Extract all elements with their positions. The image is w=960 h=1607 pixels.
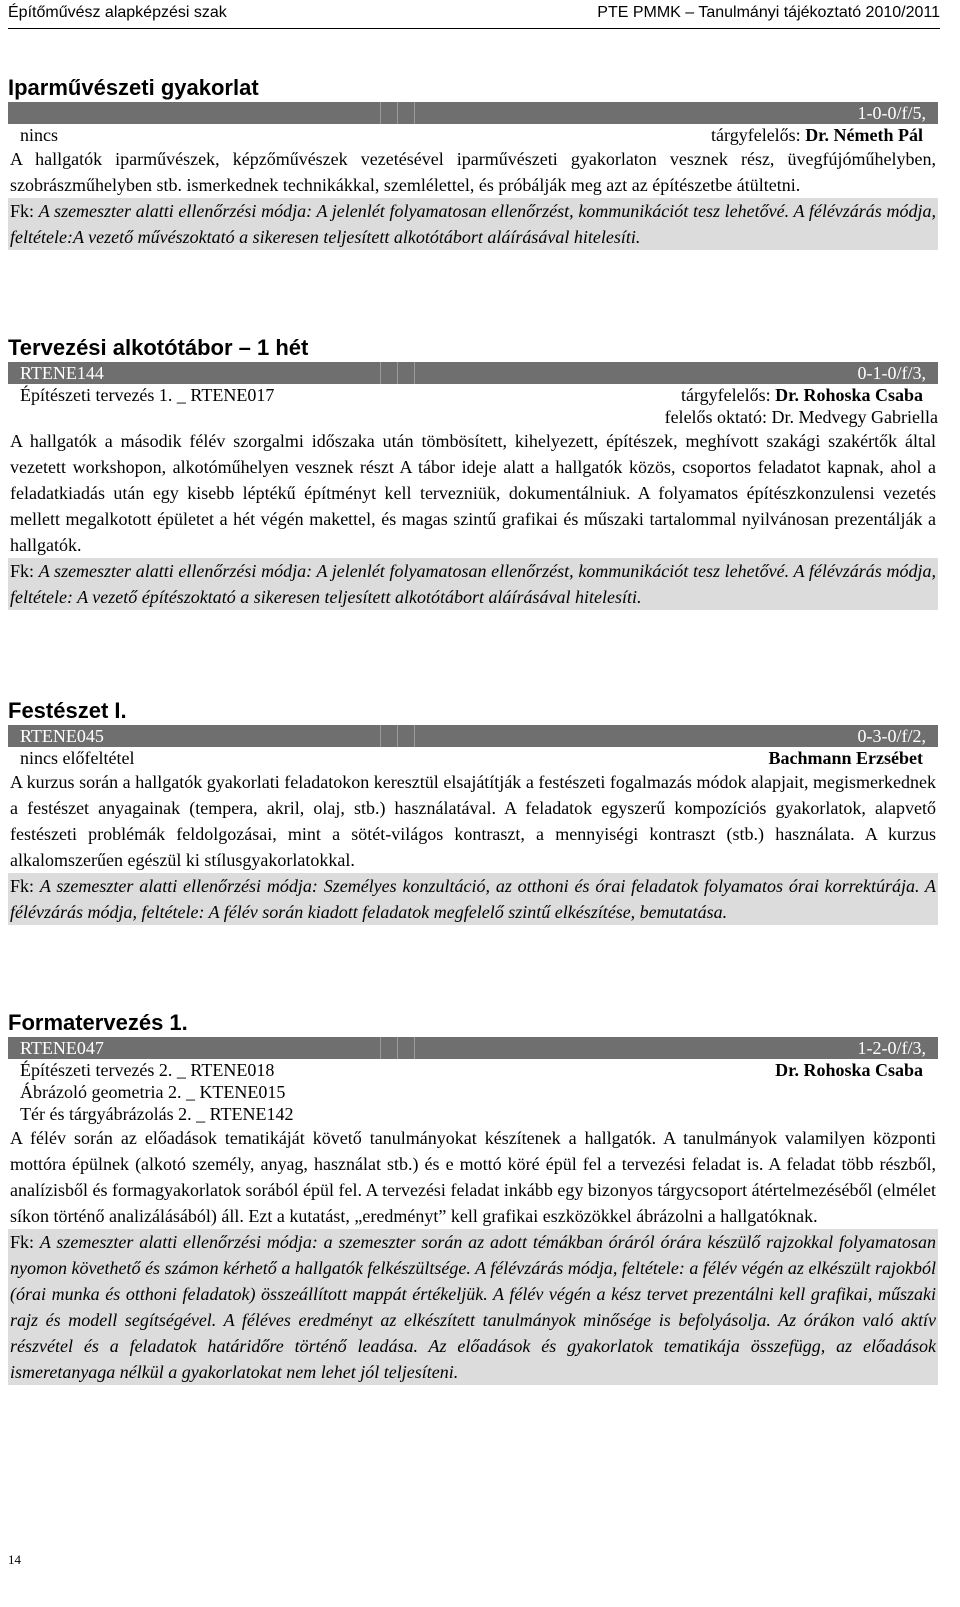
assessment-label: Fk: (10, 1232, 40, 1252)
course-meta (20, 124, 923, 146)
course-description: A hallgatók a második félév szorgalmi időszaka után tömbösített, kihelyezett, építészek, meghívott szakági szakértők által vezetett workshopon, alkotóműhelyen vesznek részt A tábor ideje alatt a hallgatók közös, csoportos feladatot kapnak, ahol a feladatkiadás után egy kisebb léptékű építményt kell tervezniük, dokumentálniuk. A folyamatos építészkonzulensi vezetés mellett megalkotott épületet a hét végén makettel, és magas szintű grafikai és műszaki tartalommal nyilvánosan prezentálják a hallgatók. (10, 431, 936, 555)
responsible-line (711, 124, 923, 146)
prerequisite: Építészeti tervezés 2. _ RTENE018 (20, 1060, 275, 1080)
bar-cells (380, 102, 431, 124)
assessment-label: Fk: (10, 876, 40, 896)
responsible-name: Dr. Rohoska Csaba (775, 1060, 923, 1080)
assessment-text: A szemeszter alatti ellenőrzési módja: A jelenlét folyamatosan ellenőrzést, kommunikációt tesz lehetővé. A félévzárás módja, feltétele:A vezető művészoktató a sikeresen teljesített alkotótábort aláírásával hitelesíti. (10, 201, 936, 247)
course-section-formatervezes (8, 1009, 938, 1385)
course-section-iparmuveszeti (8, 74, 938, 250)
course-title: Festészet I. (8, 698, 127, 723)
course-credits: 1-2-0/f/3, (857, 1038, 926, 1058)
course-section-festeszet (8, 697, 938, 925)
running-header (8, 4, 940, 29)
page-number: 14 (8, 1552, 21, 1567)
course-code: RTENE144 (20, 363, 104, 383)
course-meta (20, 1059, 923, 1125)
assessment-label: Fk: (10, 201, 39, 221)
responsible-name: Bachmann Erzsébet (768, 748, 923, 768)
responsible-label: tárgyfelelős: (711, 125, 806, 145)
responsible-line (681, 384, 923, 406)
responsible-name: Dr. Rohoska Csaba (775, 385, 923, 405)
teacher-line: felelős oktató: Dr. Medvegy Gabriella (664, 407, 938, 427)
course-meta (20, 747, 923, 769)
course-credits: 1-0-0/f/5, (857, 103, 926, 123)
course-code-bar (8, 362, 938, 384)
course-code: RTENE045 (20, 726, 104, 746)
assessment-block (8, 558, 938, 610)
course-credits: 0-1-0/f/3, (857, 363, 926, 383)
bar-cells (380, 725, 431, 747)
prerequisite: nincs előfeltétel (20, 748, 135, 768)
responsible-label: tárgyfelelős: (680, 385, 776, 405)
responsible-line (769, 747, 924, 769)
bar-cells (380, 362, 431, 384)
assessment-label: Fk: (10, 561, 39, 581)
prerequisite: Építészeti tervezés 1. _ RTENE017 (20, 385, 275, 405)
course-credits: 0-3-0/f/2, (857, 726, 926, 746)
course-title: Tervezési alkotótábor – 1 hét (8, 335, 309, 360)
course-section-alkototabor (8, 334, 938, 610)
course-meta (20, 384, 938, 428)
course-description: A félév során az előadások tematikáját követő tanulmányokat készítenek a hallgatók. A tanulmányok valamilyen központi mottóra épülnek (alkotó személy, anyag, használat stb.) és e mottó köré épül fel a tervezési feladat is. A feladat több részből, analízisből és formagyakorlatok sorából épül fel. A tervezési feladat inkább egy bizonyos tárgycsoport átértelmezéséből (elmélet síkon történő analizálásából) áll. Ezt a kutatást, „eredményt” kell grafikai eszközökkel ábrázolni a hallgatóknak. (10, 1128, 936, 1226)
course-title: Iparművészeti gyakorlat (8, 75, 259, 100)
bar-cells (380, 1037, 431, 1059)
course-code-bar (8, 102, 938, 124)
course-code-bar (8, 725, 938, 747)
prerequisite: nincs (20, 125, 58, 145)
responsible-line (775, 1059, 923, 1081)
course-title: Formatervezés 1. (8, 1010, 188, 1035)
header-left: Építőművész alapképzési szak (8, 4, 227, 21)
prerequisite: Tér és tárgyábrázolás 2. _ RTENE142 (20, 1104, 294, 1124)
assessment-block (8, 873, 938, 925)
header-right: PTE PMMK – Tanulmányi tájékoztató 2010/2011 (597, 4, 940, 21)
assessment-block (8, 198, 938, 250)
assessment-text: A szemeszter alatti ellenőrzési módja: a szemeszter során az adott témákban óráról órára készülő rajzokkal folyamatosan nyomon követhető és számon kérhető a hallgatók felkészültsége. A félévzárás módja, feltétele: a félév végén az elkészült rajokból (órai munka és otthoni feladatok) összeállított mappát értékeljük. A félév végén a kész tervet prezentálni kell grafikai, műszaki rajz és modell segítségével. A féléves eredményt az elkészített tanulmányok minősége is befolyásolja. Az órákon való aktív részvétel és a feladatok határidőre történő leadása. Az előadások és gyakorlatok tematikája összefügg, az előadások ismeretanyaga nélkül a gyakorlatokat nem lehet jól teljesíteni. (10, 1232, 936, 1382)
responsible-name: Dr. Németh Pál (805, 125, 923, 145)
course-code-bar (8, 1037, 938, 1059)
course-description: A kurzus során a hallgatók gyakorlati feladatokon keresztül elsajátítják a festészeti fogalmazás módok alapjait, megismerkednek a festészet anyagainak (tempera, akril, olaj, stb.) használatával. A feladatok egyszerű kompozíciós gyakorlatok, alapvető festészeti problémák feldolgozásai, mint a sötét-világos kontraszt, a mennyiségi kontraszt (stb.) használata. A kurzus alkalomszerűen egészül ki stílusgyakorlatokkal. (10, 772, 936, 870)
course-description: A hallgatók iparművészek, képzőművészek vezetésével iparművészeti gyakorlaton vesznek rész, üvegfújóműhelyben, szobrászműhelyben stb. ismerkednek technikákkal, szemlélettel, és próbálják meg azt az építészetbe átültetni. (10, 149, 936, 195)
assessment-block (8, 1229, 938, 1385)
assessment-text: A szemeszter alatti ellenőrzési módja: Személyes konzultáció, az otthoni és órai feladatok folyamatos órai korrektúrája. A félévzárás módja, feltétele: A félév során kiadott feladatok megfelelő szintű elkészítése, bemutatása. (10, 876, 937, 922)
prerequisite: Ábrázoló geometria 2. _ KTENE015 (20, 1082, 286, 1102)
course-code: RTENE047 (20, 1038, 104, 1058)
assessment-text: A szemeszter alatti ellenőrzési módja: A jelenlét folyamatosan ellenőrzést, kommunikációt tesz lehetővé. A félévzárás módja, feltétele: A vezető építészoktató a sikeresen teljesített alkotótábort aláírásával hitelesíti. (10, 561, 936, 607)
